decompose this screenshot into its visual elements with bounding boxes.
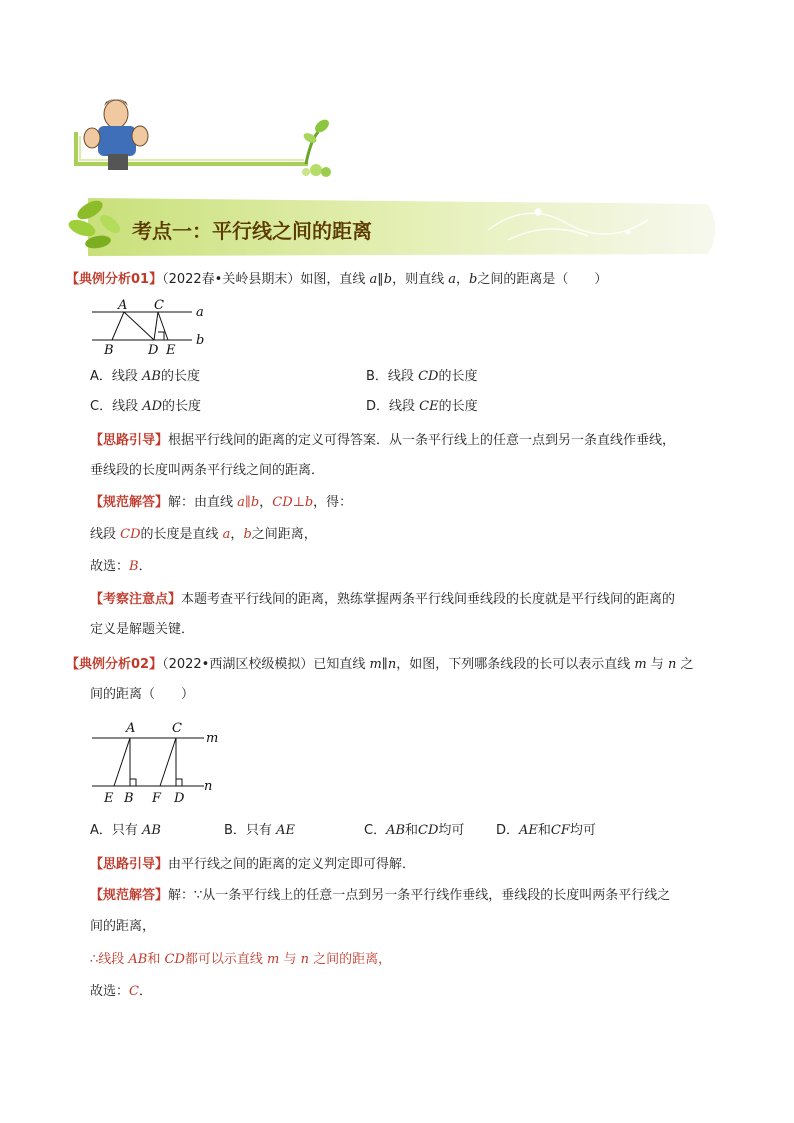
ex1-hint-line2: 垂线段的长度叫两条平行线之间的距离． <box>90 463 325 478</box>
ex1-solution-line1: 【规范解答】解：由直线 a∥b，CD⊥b，得： <box>90 495 353 510</box>
ex2-option-a[interactable]: A．只有 AB <box>90 823 161 838</box>
seg-CF <box>160 738 176 786</box>
seg-CD <box>154 312 158 340</box>
ex2-solution-line1: 【规范解答】解：∵从一条平行线上的任意一点到另一条平行线作垂线，垂线段的长度叫两条平行线之 <box>90 888 671 903</box>
ex2-solution-line3: ∴线段 AB和 CD都可以示直线 m 与 n 之间的距离， <box>90 952 392 967</box>
section-banner <box>68 190 728 260</box>
ex2-figure <box>88 718 228 808</box>
ex2-tag: 【典例分析02】 <box>66 657 163 672</box>
ex2-option-c[interactable]: C．AB和CD均可 <box>364 823 465 838</box>
right-angle-mark-D <box>176 779 182 786</box>
ex2-stem-line2: 间的距离（ ） <box>90 687 195 702</box>
ex2-option-b[interactable]: B．只有 AE <box>224 823 295 838</box>
ex1-hint-line1: 【思路引导】根据平行线间的距离的定义可得答案．从一条平行线上的任意一点到另一条直线作垂线， <box>90 433 676 448</box>
ex2-solution-line2: 间的距离， <box>90 919 156 934</box>
ex1-option-b[interactable]: B．线段 CD的长度 <box>366 369 478 384</box>
label-D: D <box>148 343 159 358</box>
label-a: a <box>196 305 204 320</box>
ex1-figure <box>88 298 218 360</box>
seg-AB <box>112 312 124 340</box>
ex1-solution-line3: 故选：B． <box>90 559 152 574</box>
ex1-option-a[interactable]: A．线段 AB的长度 <box>90 369 200 384</box>
label-E: E <box>104 791 114 806</box>
seg-AE <box>114 738 130 786</box>
header-illustration <box>68 92 338 182</box>
label-D: D <box>174 791 185 806</box>
ex1-option-c[interactable]: C．线段 AD的长度 <box>90 399 202 414</box>
label-C: C <box>172 721 182 736</box>
right-angle-mark-B <box>130 779 136 786</box>
ex1-note-line1: 【考察注意点】本题考查平行线间的距离，熟练掌握两条平行线间垂线段的长度就是平行线间的距离的 <box>90 592 676 607</box>
seg-AD <box>124 312 154 340</box>
label-n: n <box>204 779 213 794</box>
right-angle-mark <box>158 332 164 340</box>
label-B: B <box>124 791 134 806</box>
label-C: C <box>154 298 164 313</box>
ex1-solution-line2: 线段 CD的长度是直线 a，b之间距离， <box>90 527 317 542</box>
ex1-note-line2: 定义是解题关键． <box>90 622 195 637</box>
label-E: E <box>166 343 176 358</box>
ex1-tag: 【典例分析01】 <box>66 272 163 287</box>
ex1-source: （2022春•关岭县期末）如图，直线 <box>162 272 366 287</box>
label-A: A <box>118 298 128 313</box>
ex2-stem-line1: 【典例分析02】（2022•西湖区校级模拟）已知直线 m∥n，如图，下列哪条线段的长可以表示直线 m 与 n 之 <box>66 657 694 672</box>
label-b: b <box>196 333 205 348</box>
sprout-icon <box>302 117 331 177</box>
ex2-option-d[interactable]: D．AE和CF均可 <box>496 823 596 838</box>
ex2-solution-line4: 故选：C． <box>90 984 152 999</box>
label-A: A <box>126 721 136 736</box>
ex1-option-d[interactable]: D．线段 CE的长度 <box>366 399 478 414</box>
label-F: F <box>152 791 162 806</box>
label-m: m <box>206 731 219 746</box>
section-title: 考点一：平行线之间的距离 <box>132 219 372 243</box>
ex2-hint-line1: 【思路引导】由平行线之间的距离的定义判定即可得解． <box>90 857 416 872</box>
label-B: B <box>104 343 114 358</box>
seg-CE <box>158 312 168 340</box>
ex1-stem: 【典例分析01】（2022春•关岭县期末）如图，直线 a∥b，则直线 a，b之间的距离是（ ） <box>66 272 608 287</box>
